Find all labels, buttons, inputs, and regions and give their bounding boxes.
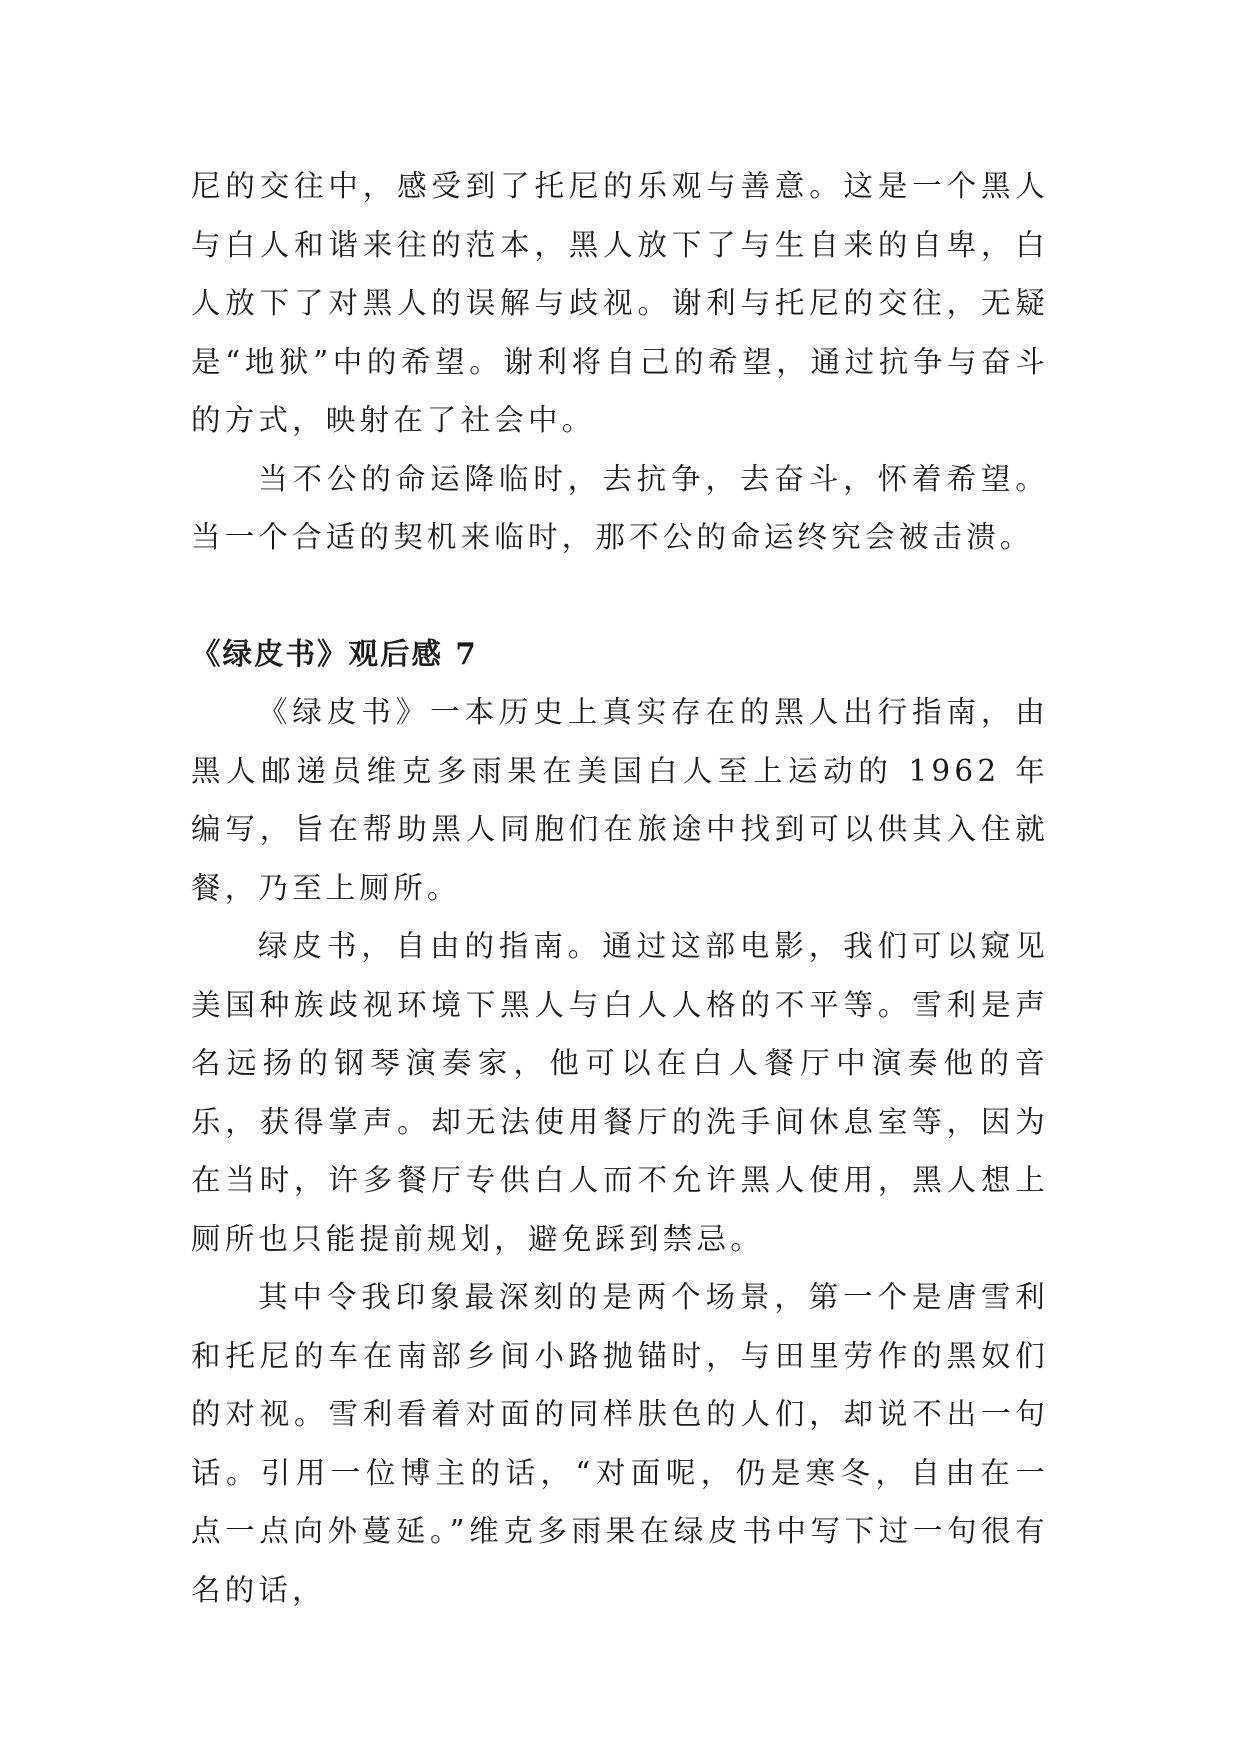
paragraph-scene: 其中令我印象最深刻的是两个场景，第一个是唐雪利和托尼的车在南部乡间小路抛锚时，与田里劳作的黑奴们的对视。雪利看着对面的同样肤色的人们，却说不出一句话。引用一位博主的话，“对面呢，仍是寒冬，自由在一点一点向外蔓延。”维克多雨果在绿皮书中写下过一句很有名的话，: [191, 1280, 1049, 1607]
section-heading: 《绿皮书》观后感 7: [191, 635, 478, 671]
section-spacer: [191, 567, 1049, 625]
paragraph-guide: 绿皮书，自由的指南。通过这部电影，我们可以窥见美国种族歧视环境下黑人与白人人格的不平等。雪利是声名远扬的钢琴演奏家，他可以在白人餐厅中演奏他的音乐，获得掌声。却无法使用餐厅的洗手间休息室等，因为在当时，许多餐厅专供白人而不允许黑人使用，黑人想上厕所也只能提前规划，避免踩到禁忌。: [191, 929, 1049, 1256]
document-body: [191, 157, 1049, 1619]
paragraph-conclusion: 当不公的命运降临时，去抗争，去奋斗，怀着希望。当一个合适的契机来临时，那不公的命运终究会被击溃。: [191, 461, 1049, 554]
paragraph-continued: 尼的交往中，感受到了托尼的乐观与善意。这是一个黑人与白人和谐来往的范本，黑人放下了与生自来的自卑，白人放下了对黑人的误解与歧视。谢利与托尼的交往，无疑是“地狱”中的希望。谢利将自己的希望，通过抗争与奋斗的方式，映射在了社会中。: [191, 169, 1049, 437]
paragraph-intro: 《绿皮书》一本历史上真实存在的黑人出行指南，由黑人邮递员维克多雨果在美国白人至上运动的 1962 年编写，旨在帮助黑人同胞们在旅途中找到可以供其入住就餐，乃至上厕所。: [191, 695, 1049, 905]
